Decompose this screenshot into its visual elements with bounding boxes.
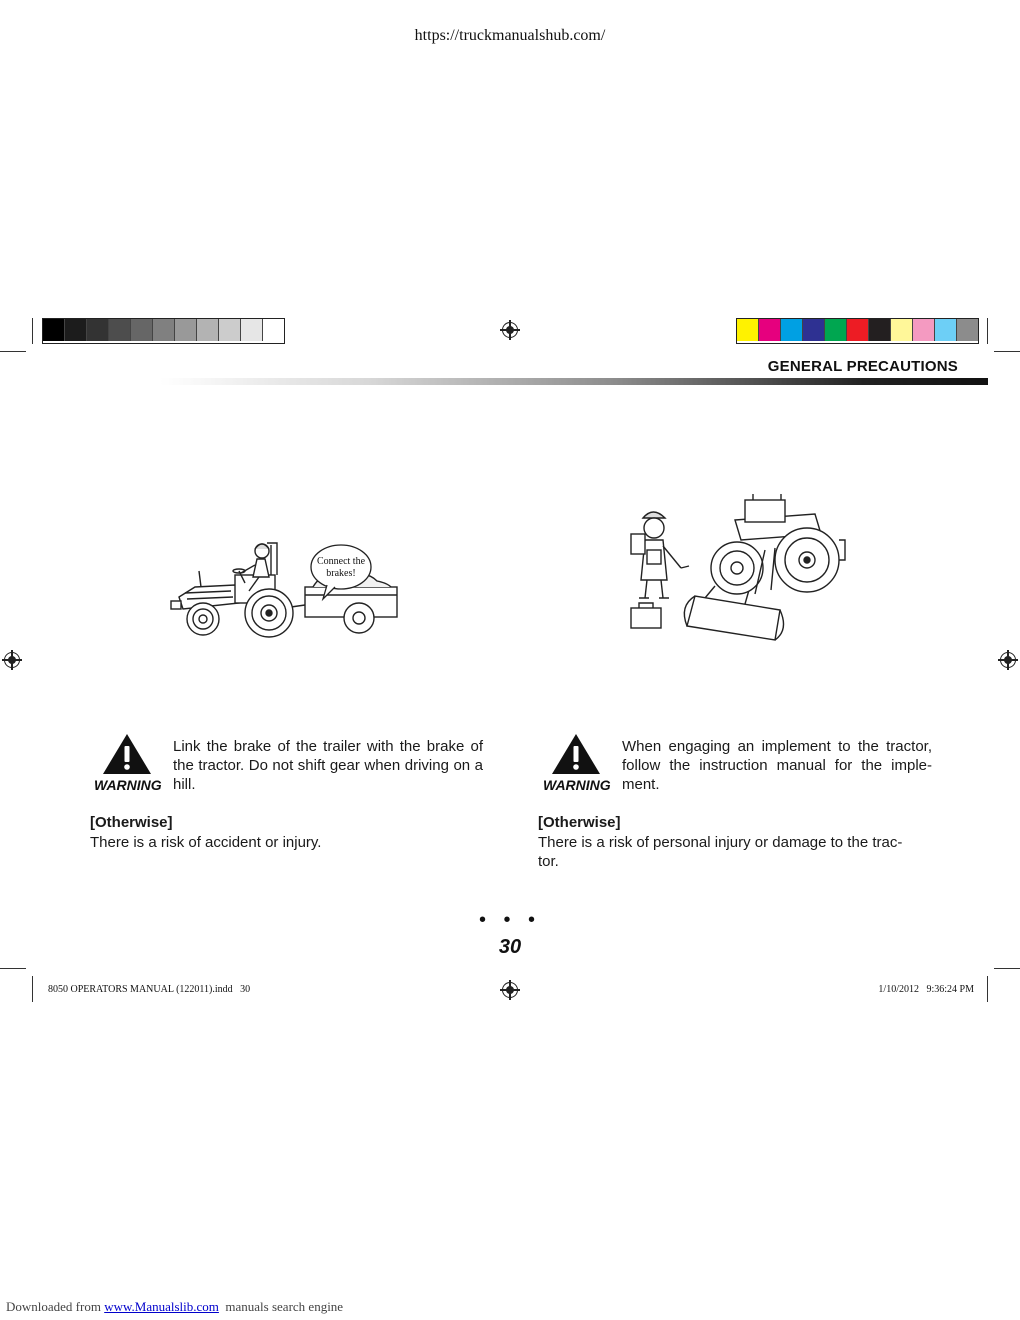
- warning-label: WARNING: [94, 777, 162, 793]
- color-swatch: [825, 319, 847, 341]
- source-url: https://truckmanualshub.com/: [414, 27, 606, 44]
- color-swatch: [891, 319, 913, 341]
- gray-swatch: [65, 319, 87, 341]
- otherwise-text: There is a risk of accident or injury.: [90, 834, 322, 851]
- otherwise-text: There is a risk of personal injury or damage to the trac-tor.: [538, 834, 903, 870]
- crop-mark: [32, 318, 33, 344]
- crop-mark: [994, 968, 1020, 969]
- gray-swatch: [43, 319, 65, 341]
- grayscale-bar: [42, 318, 285, 344]
- crop-mark: [32, 976, 33, 1002]
- file-info: 8050 OPERATORS MANUAL (122011).indd 30: [48, 984, 251, 995]
- registration-mark-icon: [1000, 652, 1016, 668]
- warning-label: WARNING: [543, 777, 611, 793]
- crop-mark: [0, 351, 26, 352]
- color-swatch: [737, 319, 759, 341]
- download-suffix: manuals search engine: [218, 1299, 344, 1314]
- title-rule: [160, 378, 988, 385]
- mechanic-implement-illustration: [625, 490, 850, 655]
- crop-mark: [987, 976, 988, 1002]
- color-swatch: [869, 319, 891, 341]
- color-bar: [736, 318, 979, 344]
- crop-mark: [994, 351, 1020, 352]
- bubble-text-line1: Connect the: [316, 556, 366, 567]
- registration-mark-icon: [502, 982, 518, 998]
- warning-triangle-icon: [101, 732, 153, 776]
- color-swatch: [913, 319, 935, 341]
- section-title: GENERAL PRECAUTIONS: [767, 358, 958, 375]
- crop-mark: [987, 318, 988, 344]
- gray-swatch: [131, 319, 153, 341]
- right-warning-block: [539, 732, 939, 802]
- registration-mark-icon: [502, 322, 518, 338]
- otherwise-heading: [Otherwise]: [538, 814, 621, 831]
- gray-swatch: [263, 319, 284, 341]
- color-swatch: [935, 319, 957, 341]
- gray-swatch: [219, 319, 241, 341]
- page-number: 30: [498, 936, 522, 958]
- download-source-line: [6, 1299, 343, 1315]
- warning-text: When engaging an implement to the tractor, follow the instruction manual for the imple-ment.: [622, 738, 932, 793]
- gray-swatch: [109, 319, 131, 341]
- timestamp: 1/10/2012 9:36:24 PM: [878, 984, 974, 995]
- color-swatch: [847, 319, 869, 341]
- color-swatch: [759, 319, 781, 341]
- gray-swatch: [87, 319, 109, 341]
- color-swatch: [957, 319, 978, 341]
- registration-mark-icon: [4, 652, 20, 668]
- left-warning-block: [90, 732, 490, 802]
- warning-text: Link the brake of the trailer with the brake of the tractor. Do not shift gear when driving on a hill.: [173, 738, 483, 793]
- color-swatch: [781, 319, 803, 341]
- crop-mark: [0, 968, 26, 969]
- bubble-text-line2: brakes!: [326, 568, 356, 579]
- gray-swatch: [197, 319, 219, 341]
- manualslib-link[interactable]: www.Manualslib.com: [104, 1299, 219, 1314]
- download-prefix: Downloaded from: [6, 1299, 105, 1314]
- gray-swatch: [241, 319, 263, 341]
- page-ornament: • • •: [478, 909, 542, 931]
- otherwise-heading: [Otherwise]: [90, 814, 173, 831]
- color-swatch: [803, 319, 825, 341]
- gray-swatch: [175, 319, 197, 341]
- gray-swatch: [153, 319, 175, 341]
- warning-triangle-icon: [550, 732, 602, 776]
- tractor-trailer-illustration: [165, 505, 405, 645]
